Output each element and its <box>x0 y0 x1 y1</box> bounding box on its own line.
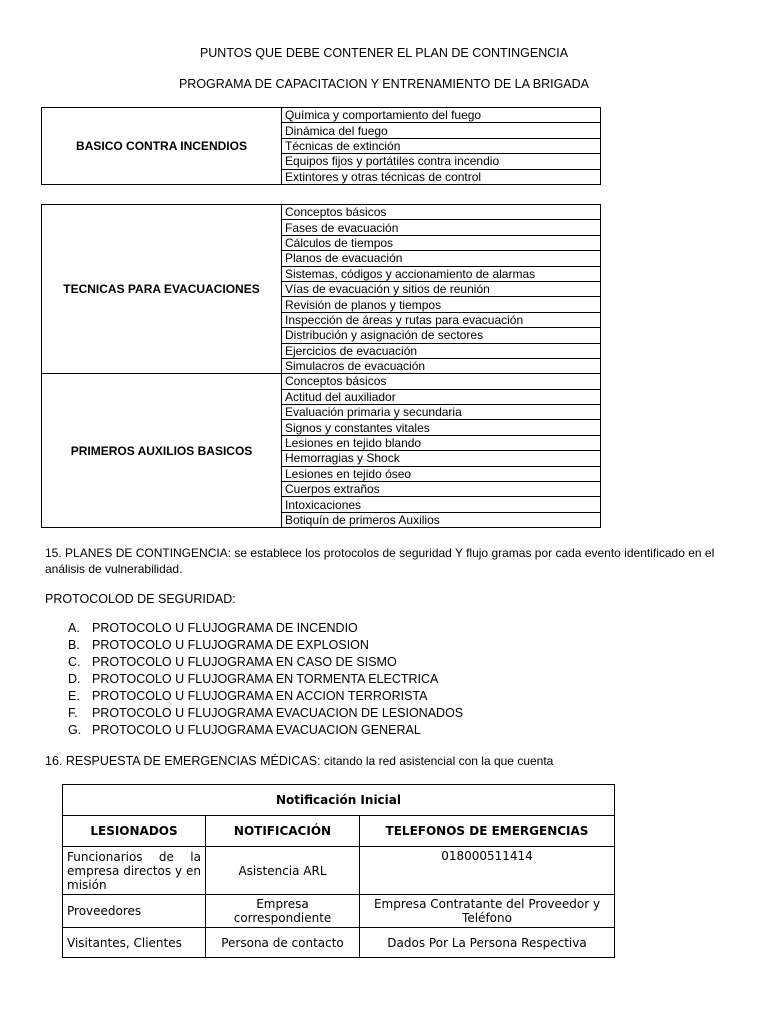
protocols-heading: PROTOCOLOD DE SEGURIDAD: <box>45 592 236 606</box>
category-auxilios: PRIMEROS AUXILIOS BASICOS <box>42 374 282 528</box>
protocol-letter: G. <box>68 723 82 737</box>
notification-caption: Notificación Inicial <box>63 785 615 816</box>
protocol-text: PROTOCOLO U FLUJOGRAMA EVACUACION DE LESIONADOS <box>92 706 464 720</box>
injured-cell: Funcionarios de la empresa directos y en misión <box>63 847 206 895</box>
protocol-item <box>45 620 463 637</box>
notification-row <box>63 847 615 895</box>
training-table-fire <box>41 107 601 185</box>
training-table-evacuation-firstaid <box>41 204 601 528</box>
training-item: Dinámica del fuego <box>282 123 601 138</box>
training-item: Revisión de planos y tiempos <box>282 297 601 312</box>
header-notificacion: NOTIFICACIÓN <box>206 816 360 847</box>
training-item: Signos y constantes vitales <box>282 420 601 435</box>
protocol-letter: C. <box>68 655 81 669</box>
category-evacuaciones: TECNICAS PARA EVACUACIONES <box>42 205 282 374</box>
training-item: Hemorragias y Shock <box>282 451 601 466</box>
protocol-list <box>45 620 463 739</box>
training-item: Botiquín de primeros Auxilios <box>282 512 601 527</box>
protocol-item <box>45 637 463 654</box>
protocol-item <box>45 654 463 671</box>
category-basico: BASICO CONTRA INCENDIOS <box>42 108 282 185</box>
training-item: Lesiones en tejido óseo <box>282 466 601 481</box>
protocol-text: PROTOCOLO U FLUJOGRAMA DE INCENDIO <box>92 621 358 635</box>
protocol-text: PROTOCOLO U FLUJOGRAMA EVACUACION GENERAL <box>92 723 421 737</box>
protocol-letter: E. <box>68 689 80 703</box>
header-lesionados: LESIONADOS <box>63 816 206 847</box>
protocol-item <box>45 671 463 688</box>
protocol-letter: F. <box>68 706 78 720</box>
protocol-letter: B. <box>68 638 80 652</box>
training-item: Planos de evacuación <box>282 251 601 266</box>
phone-cell: Empresa Contratante del Proveedor y Teléfono <box>360 895 615 928</box>
training-item: Técnicas de extinción <box>282 138 601 153</box>
training-item: Sistemas, códigos y accionamiento de alarmas <box>282 266 601 281</box>
training-item: Lesiones en tejido blando <box>282 435 601 450</box>
training-item: Química y comportamiento del fuego <box>282 108 601 123</box>
training-item: Cuerpos extraños <box>282 482 601 497</box>
training-row <box>42 374 601 389</box>
header-telefonos: TELEFONOS DE EMERGENCIAS <box>360 816 615 847</box>
section-15-heading: 15. PLANES DE CONTINGENCIA: <box>45 546 232 560</box>
training-item: Vías de evacuación y sitios de reunión <box>282 281 601 296</box>
program-title: PROGRAMA DE CAPACITACION Y ENTRENAMIENTO DE LA BRIGADA <box>178 77 590 91</box>
protocol-letter: D. <box>68 672 81 686</box>
protocol-text: PROTOCOLO U FLUJOGRAMA EN TORMENTA ELECTRICA <box>92 672 439 686</box>
protocol-text: PROTOCOLO U FLUJOGRAMA EN CASO DE SISMO <box>92 655 397 669</box>
training-item: Conceptos básicos <box>282 205 601 220</box>
protocol-item <box>45 722 463 739</box>
notification-table <box>62 784 615 958</box>
training-item: Extintores y otras técnicas de control <box>282 169 601 184</box>
training-item: Intoxicaciones <box>282 497 601 512</box>
protocol-letter: A. <box>68 621 80 635</box>
document-title: PUNTOS QUE DEBE CONTENER EL PLAN DE CONTINGENCIA <box>199 46 569 60</box>
notification-cell: Asistencia ARL <box>206 847 360 895</box>
training-item: Distribución y asignación de sectores <box>282 328 601 343</box>
notification-cell: Empresa correspondiente <box>206 895 360 928</box>
training-item: Evaluación primaria y secundaria <box>282 405 601 420</box>
protocol-item <box>45 688 463 705</box>
injured-cell: Visitantes, Clientes <box>63 928 206 958</box>
training-item: Actitud del auxiliador <box>282 389 601 404</box>
training-row <box>42 108 601 123</box>
training-item: Ejercicios de evacuación <box>282 343 601 358</box>
section-16-heading: 16. RESPUESTA DE EMERGENCIAS MÉDICAS: <box>45 754 321 768</box>
notification-cell: Persona de contacto <box>206 928 360 958</box>
training-item: Inspección de áreas y rutas para evacuación <box>282 312 601 327</box>
notification-row <box>63 928 615 958</box>
protocol-item <box>45 705 463 722</box>
protocol-text: PROTOCOLO U FLUJOGRAMA DE EXPLOSION <box>92 638 369 652</box>
training-row <box>42 205 601 220</box>
phone-cell: 018000511414 <box>360 847 615 895</box>
training-item: Simulacros de evacuación <box>282 358 601 373</box>
section-16-paragraph <box>45 753 735 769</box>
section-15-text: se establece los protocolos de seguridad Y flujo gramas por cada evento identificado en el análisis de vulnerabilidad. <box>45 546 715 576</box>
phone-cell: Dados Por La Persona Respectiva <box>360 928 615 958</box>
training-item: Conceptos básicos <box>282 374 601 389</box>
training-item: Cálculos de tiempos <box>282 235 601 250</box>
injured-cell: Proveedores <box>63 895 206 928</box>
section-15-paragraph <box>45 545 735 577</box>
training-item: Equipos fijos y portátiles contra incendio <box>282 154 601 169</box>
notification-row <box>63 895 615 928</box>
section-16-text: citando la red asistencial con la que cuenta <box>320 754 554 768</box>
training-item: Fases de evacuación <box>282 220 601 235</box>
protocol-text: PROTOCOLO U FLUJOGRAMA EN ACCION TERRORISTA <box>92 689 428 703</box>
